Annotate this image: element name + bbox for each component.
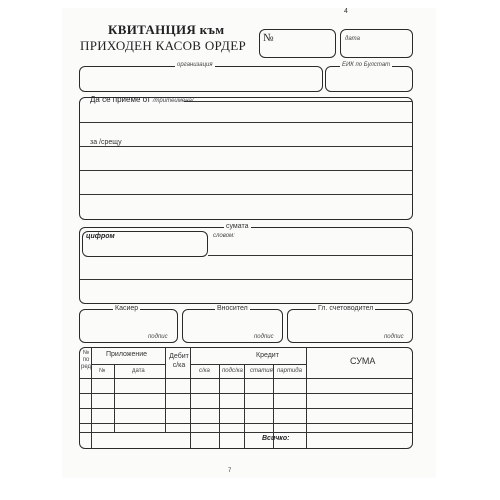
details-line-1[interactable] — [80, 122, 412, 123]
amount-digits-field[interactable] — [82, 231, 208, 257]
form-title-line1: КВИТАНЦИЯ към — [108, 22, 225, 37]
details-line-3[interactable] — [80, 170, 412, 171]
table-row-line-4 — [80, 432, 412, 433]
debit-header: Дебит с/ка — [169, 353, 189, 369]
col-sep-sum — [306, 348, 307, 448]
chief-accountant-label: Гл. счетоводител — [318, 305, 374, 312]
amount-words-label: словом: — [213, 233, 235, 239]
top-mark: 4 — [344, 8, 348, 15]
for-against-label: за /срещу — [90, 139, 122, 146]
date-field[interactable] — [340, 29, 413, 58]
credit-col-account: с/ка — [199, 368, 210, 374]
chief-accountant-signature-label: подпис — [384, 334, 404, 340]
amount-words-line-1[interactable] — [208, 255, 412, 256]
depositor-signature-label: подпис — [254, 334, 274, 340]
amount-section-label: сумата — [226, 223, 249, 230]
amount-block — [79, 223, 413, 304]
col-sep-debit — [190, 348, 191, 448]
date-label: дата — [345, 36, 360, 42]
number-label: № — [263, 32, 274, 44]
col-sep-attachment — [165, 348, 166, 432]
header-bottom-line — [80, 378, 412, 379]
row-number-header: № по ред — [81, 350, 92, 370]
credit-col-subaccount: подс/ка — [222, 368, 243, 374]
cashier-signature-box[interactable] — [79, 305, 178, 343]
cashier-signature-label: подпис — [148, 334, 168, 340]
attachment-no-header: № — [99, 368, 106, 374]
receipt-form — [62, 8, 436, 478]
form-title-line2: ПРИХОДЕН КАСОВ ОРДЕР — [80, 38, 246, 53]
bottom-mark: 7 — [228, 468, 232, 474]
credit-header: Кредит — [256, 352, 279, 359]
credit-col-lot: партида — [277, 368, 302, 374]
organization-label: организация — [177, 62, 213, 68]
received-from-label: Да се приеме от /тритеимена/ — [90, 95, 194, 104]
amount-digits-label: цифром — [86, 233, 115, 240]
header-sub-line-attachment — [91, 364, 165, 365]
table-row-line-2 — [80, 408, 412, 409]
credit-col-item: статия — [250, 368, 273, 374]
received-from-line[interactable] — [184, 101, 412, 102]
eik-label: ЕИК по Булстат — [342, 62, 391, 68]
accounting-table — [79, 347, 413, 449]
chief-accountant-signature-box[interactable] — [287, 305, 413, 343]
col-sep-credit-1 — [219, 364, 220, 448]
col-sep-rownum — [91, 348, 92, 448]
depositor-signature-box[interactable] — [182, 305, 283, 343]
depositor-label: Вносител — [217, 305, 248, 312]
col-sep-attach-no — [114, 364, 115, 432]
organization-field[interactable] — [79, 66, 323, 92]
table-row-line-3 — [80, 423, 412, 424]
sum-header: СУМА — [350, 356, 376, 366]
attachment-header: Приложение — [106, 351, 148, 358]
details-line-4[interactable] — [80, 194, 412, 195]
table-row-line-1 — [80, 393, 412, 394]
col-sep-credit-2 — [244, 364, 245, 448]
number-field[interactable] — [259, 29, 336, 58]
cashier-label: Касиер — [115, 305, 139, 312]
receipt-details-block — [79, 97, 413, 220]
attachment-date-header: дата — [132, 368, 145, 374]
details-line-2[interactable] — [80, 146, 412, 147]
amount-words-line-2[interactable] — [80, 279, 412, 280]
total-label: Всичко: — [262, 435, 290, 442]
eik-field[interactable] — [325, 66, 413, 92]
header-sub-line-credit — [190, 364, 306, 365]
